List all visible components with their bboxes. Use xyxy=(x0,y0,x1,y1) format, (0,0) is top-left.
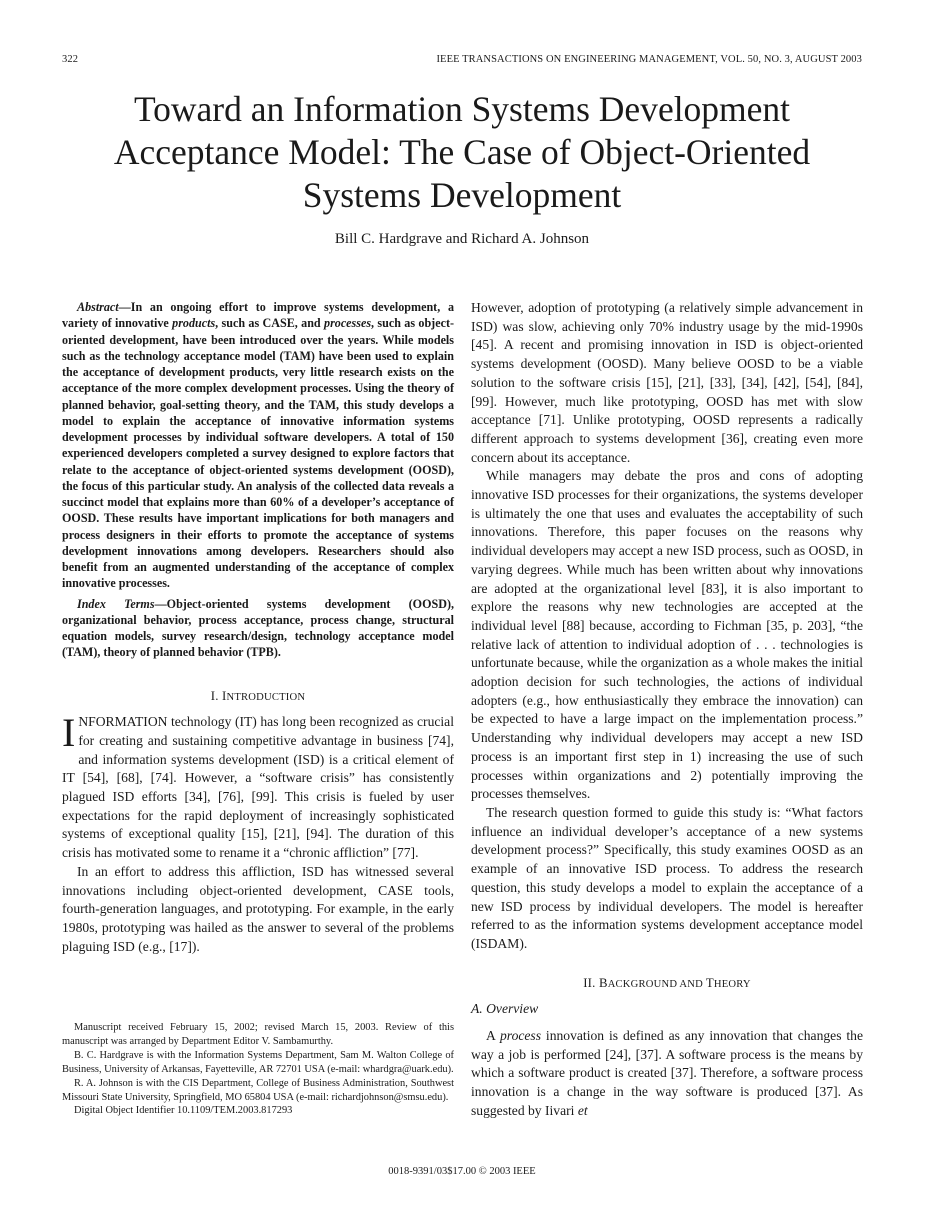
section-heading-introduction: I. INTRODUCTION xyxy=(210,688,306,703)
footnote-doi: Digital Object Identifier 10.1109/TEM.2003.817293 xyxy=(74,1105,293,1117)
authors: Bill C. Hardgrave and Richard A. Johnson xyxy=(334,231,590,247)
title-line-3: Systems Development xyxy=(302,175,622,215)
right-paragraph-1: While managers may debate the pros and cons of adopting innovative ISD processes for their organizations, the systems developer is ultimately the one that uses and evaluates the acceptability of such innovations. Therefore, this paper focuses on the reasons why individual developers may accept a new ISD process, such as OOSD, in varying degrees. While much has been written about why innovations are adopted at the organizational level [83], it is also important to explore the reasons why new technologies are accepted at the individual level [88] because, according to Fichman [35, p. 203], “the relative lack of attention to individual adoption of . . . technologies is unfortunate because, while the organization as a whole makes the initial adoption decision for such technologies, the actions of individual adopters (e.g., how enthusiastically they embrace the innovation) can be expected to have a large impact on the implementation process.” Understanding why individual developers may accept a new ISD process is an important first step in 1) increasing the use of such processes within organizations and 2) potentially improving the processes themselves. xyxy=(471,468,863,802)
copyright-footer: 0018-9391/03$17.00 © 2003 IEEE xyxy=(388,1166,536,1177)
section-heading-background: II. BACKGROUND AND THEORY xyxy=(583,975,751,990)
drop-cap: I xyxy=(62,710,76,756)
right-paragraph-0: However, adoption of prototyping (a relatively simple advancement in ISD) was slow, achieving only 70% industry usage by the mid-1990s [45]. A recent and promising innovation in ISD is object-oriented systems development (OOSD). Many believe OOSD to be a viable solution to the software crisis [15], [21], [33], [34], [42], [54], [84], [99]. However, much like prototyping, OOSD has met with slow acceptance [71]. Unlike prototyping, OOSD represents a radically different approach to systems development [36], creating even more concern about its acceptance. xyxy=(471,300,863,465)
page-number: 322 xyxy=(62,54,79,65)
footnote-manuscript: Manuscript received February 15, 2002; revised March 15, 2003. Review of this manuscript was arranged by Department Editor V. Sambamurthy. xyxy=(62,1022,454,1047)
subsection-overview: A. Overview xyxy=(471,1001,539,1017)
abstract: Abstract—In an ongoing effort to improve systems development, a variety of innovative products, such as CASE, and processes, such as object-oriented development, have been introduced over the years. While models such as the technology acceptance model (TAM) have been used to explain the acceptance of development products, very little research exists on the acceptance of the more complex development processes. Using the theory of planned behavior, goal-setting theory, and the TAM, this study develops a model to explain the acceptance of innovative information systems development processes by individual software developers. A total of 150 experienced developers completed a survey designed to explore factors that relate to the acceptance of object-oriented systems development (OOSD), the focus of this particular study. An analysis of the collected data reveals a succinct model that explains more than 60% of a developer’s acceptance of OOSD. These results have important implications for both managers and process designers in their efforts to promote the acceptance of systems development innovations among developers. Researchers should also benefit from an augmented understanding of the acceptance of complex innovative processes. xyxy=(62,300,454,591)
right-paragraph-2: The research question formed to guide this study is: “What factors influence an individual developer’s acceptance of a new systems development process?” Specifically, this study examines OOSD as an example of an innovative ISD process. To address the research question, this study develops a model to explain the acceptance of a new ISD process by individual developers. The model is hereafter referred to as the information systems development acceptance model (ISDAM). xyxy=(471,804,863,951)
footnotes xyxy=(62,1021,454,1118)
title-line-2: Acceptance Model: The Case of Object-Oriented xyxy=(113,132,811,172)
right-column xyxy=(471,299,863,1121)
footnote-author-1: B. C. Hardgrave is with the Information Systems Department, Sam M. Walton College of Business, University of Arkansas, Fayetteville, AR 72701 USA (e-mail: whardgra@uark.edu). xyxy=(62,1049,454,1075)
paper-title xyxy=(0,88,924,217)
index-terms: Index Terms—Object-oriented systems development (OOSD), organizational behavior, process acceptance, process change, structural equation models, survey research/design, technology acceptance model (TAM), theory of planned behavior (TPB). xyxy=(62,596,454,660)
overview-paragraph: A process innovation is defined as any innovation that changes the way a job is performed [24], [37]. A software process is the means by which a software product is created [37]. Therefore, a software process innovation is a change in the way software is produced [37]. As suggested by Iivari et xyxy=(471,1028,863,1118)
left-column xyxy=(62,299,454,956)
footnote-author-2: R. A. Johnson is with the CIS Department, College of Business Administration, Southwest Missouri State University, Springfield, MO 65804 USA (e-mail: richardjohnson@smsu.edu). xyxy=(62,1077,454,1103)
intro-paragraph-1: INFORMATION technology (IT) has long been recognized as crucial for creating and sustaining competitive advantage in business [74], and information systems development (ISD) is a critical element of IT [54], [68], [74]. However, a “software crisis” has consistently plagued ISD efforts [34], [76], [99]. This crisis is fueled by user expectations for the rapid deployment of increasingly sophisticated systems of exceptional quality [15], [21], [94]. The duration of this crisis has motivated some to rename it a “chronic affliction” [77]. xyxy=(62,710,454,861)
journal-header: IEEE TRANSACTIONS ON ENGINEERING MANAGEMENT, VOL. 50, NO. 3, AUGUST 2003 xyxy=(436,54,862,65)
intro-paragraph-2: In an effort to address this affliction, ISD has witnessed several innovations including object-oriented development, CASE tools, fourth-generation languages, and prototyping. For example, in the early 1980s, prototyping was hailed as the answer to several of the problems plaguing ISD (e.g., [17]). xyxy=(62,863,454,954)
title-line-1: Toward an Information Systems Development xyxy=(133,89,791,129)
abstract-label: Abstract xyxy=(77,300,119,314)
index-terms-label: Index Terms xyxy=(77,596,155,611)
